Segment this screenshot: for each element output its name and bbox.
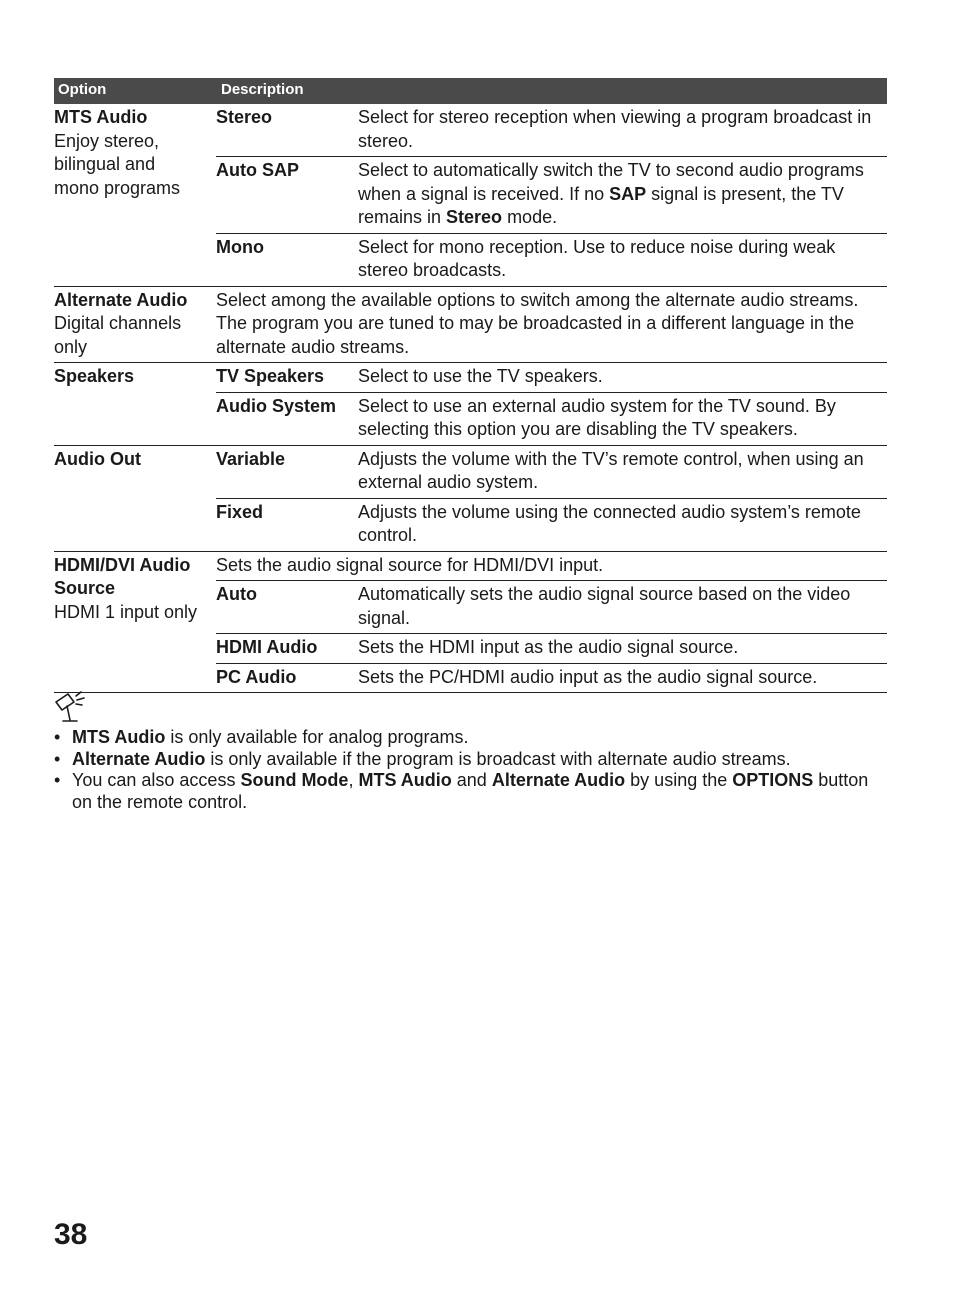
group-speakers [54,363,887,446]
note-lamp-icon [54,690,90,724]
option-note: Enjoy stereo, bilingual and mono programs [54,130,181,198]
option-note: HDMI 1 input only [54,601,198,622]
group-audio-out [54,446,887,552]
header-option: Option [58,81,107,98]
notes-list [54,727,887,813]
page-number: 38 [54,1218,88,1251]
table-row: Audio System Select to use an external audio system for the TV sound. By selecting this option you are disabling the TV speakers. [216,392,887,445]
option-name: Speakers [54,366,135,386]
table-row: HDMI Audio Sets the HDMI input as the audio signal source. [216,633,887,663]
table-row: Fixed Adjusts the volume using the connected audio system’s remote control. [216,498,887,551]
table-row: Select among the available options to switch among the alternate audio streams. The program you are tuned to may be broadcasted in a different language in the alternate audio streams. [216,289,859,357]
table-row: Auto Automatically sets the audio signal source based on the video signal. [216,580,887,633]
table-row: Sets the audio signal source for HDMI/DVI input. [216,554,604,575]
table-row: Mono Select for mono reception. Use to reduce noise during weak stereo broadcasts. [216,233,887,286]
table-row: Auto SAP Select to automatically switch the TV to second audio programs when a signal is received. If no SAP signal is present, the TV remains in Stereo mode. [216,156,887,233]
option-note: Digital channels only [54,313,182,357]
option-name: Alternate Audio [54,289,188,310]
group-mts-audio [54,104,887,287]
table-header [54,78,887,104]
settings-table [54,78,887,693]
table-row: PC Audio Sets the PC/HDMI audio input as the audio signal source. [216,663,887,693]
list-item: • Alternate Audio is only available if the program is broadcast with alternate audio streams. [54,749,887,771]
table-row: Stereo Select for stereo reception when viewing a program broadcast in stereo. [216,107,872,151]
table-row: TV Speakers Select to use the TV speakers. [216,366,603,386]
group-hdmi-dvi-audio-source [54,552,887,694]
option-name: HDMI/DVI Audio Source [54,554,191,598]
group-alternate-audio [54,287,887,364]
list-item: • MTS Audio is only available for analog programs. [54,727,887,749]
table-row: Variable Adjusts the volume with the TV’s remote control, when using an external audio system. [216,448,864,492]
option-name: Audio Out [54,448,141,469]
list-item: • You can also access Sound Mode, MTS Audio and Alternate Audio by using the OPTIONS button on the remote control. [54,770,887,813]
header-description: Description [221,81,304,98]
option-name: MTS Audio [54,107,148,127]
